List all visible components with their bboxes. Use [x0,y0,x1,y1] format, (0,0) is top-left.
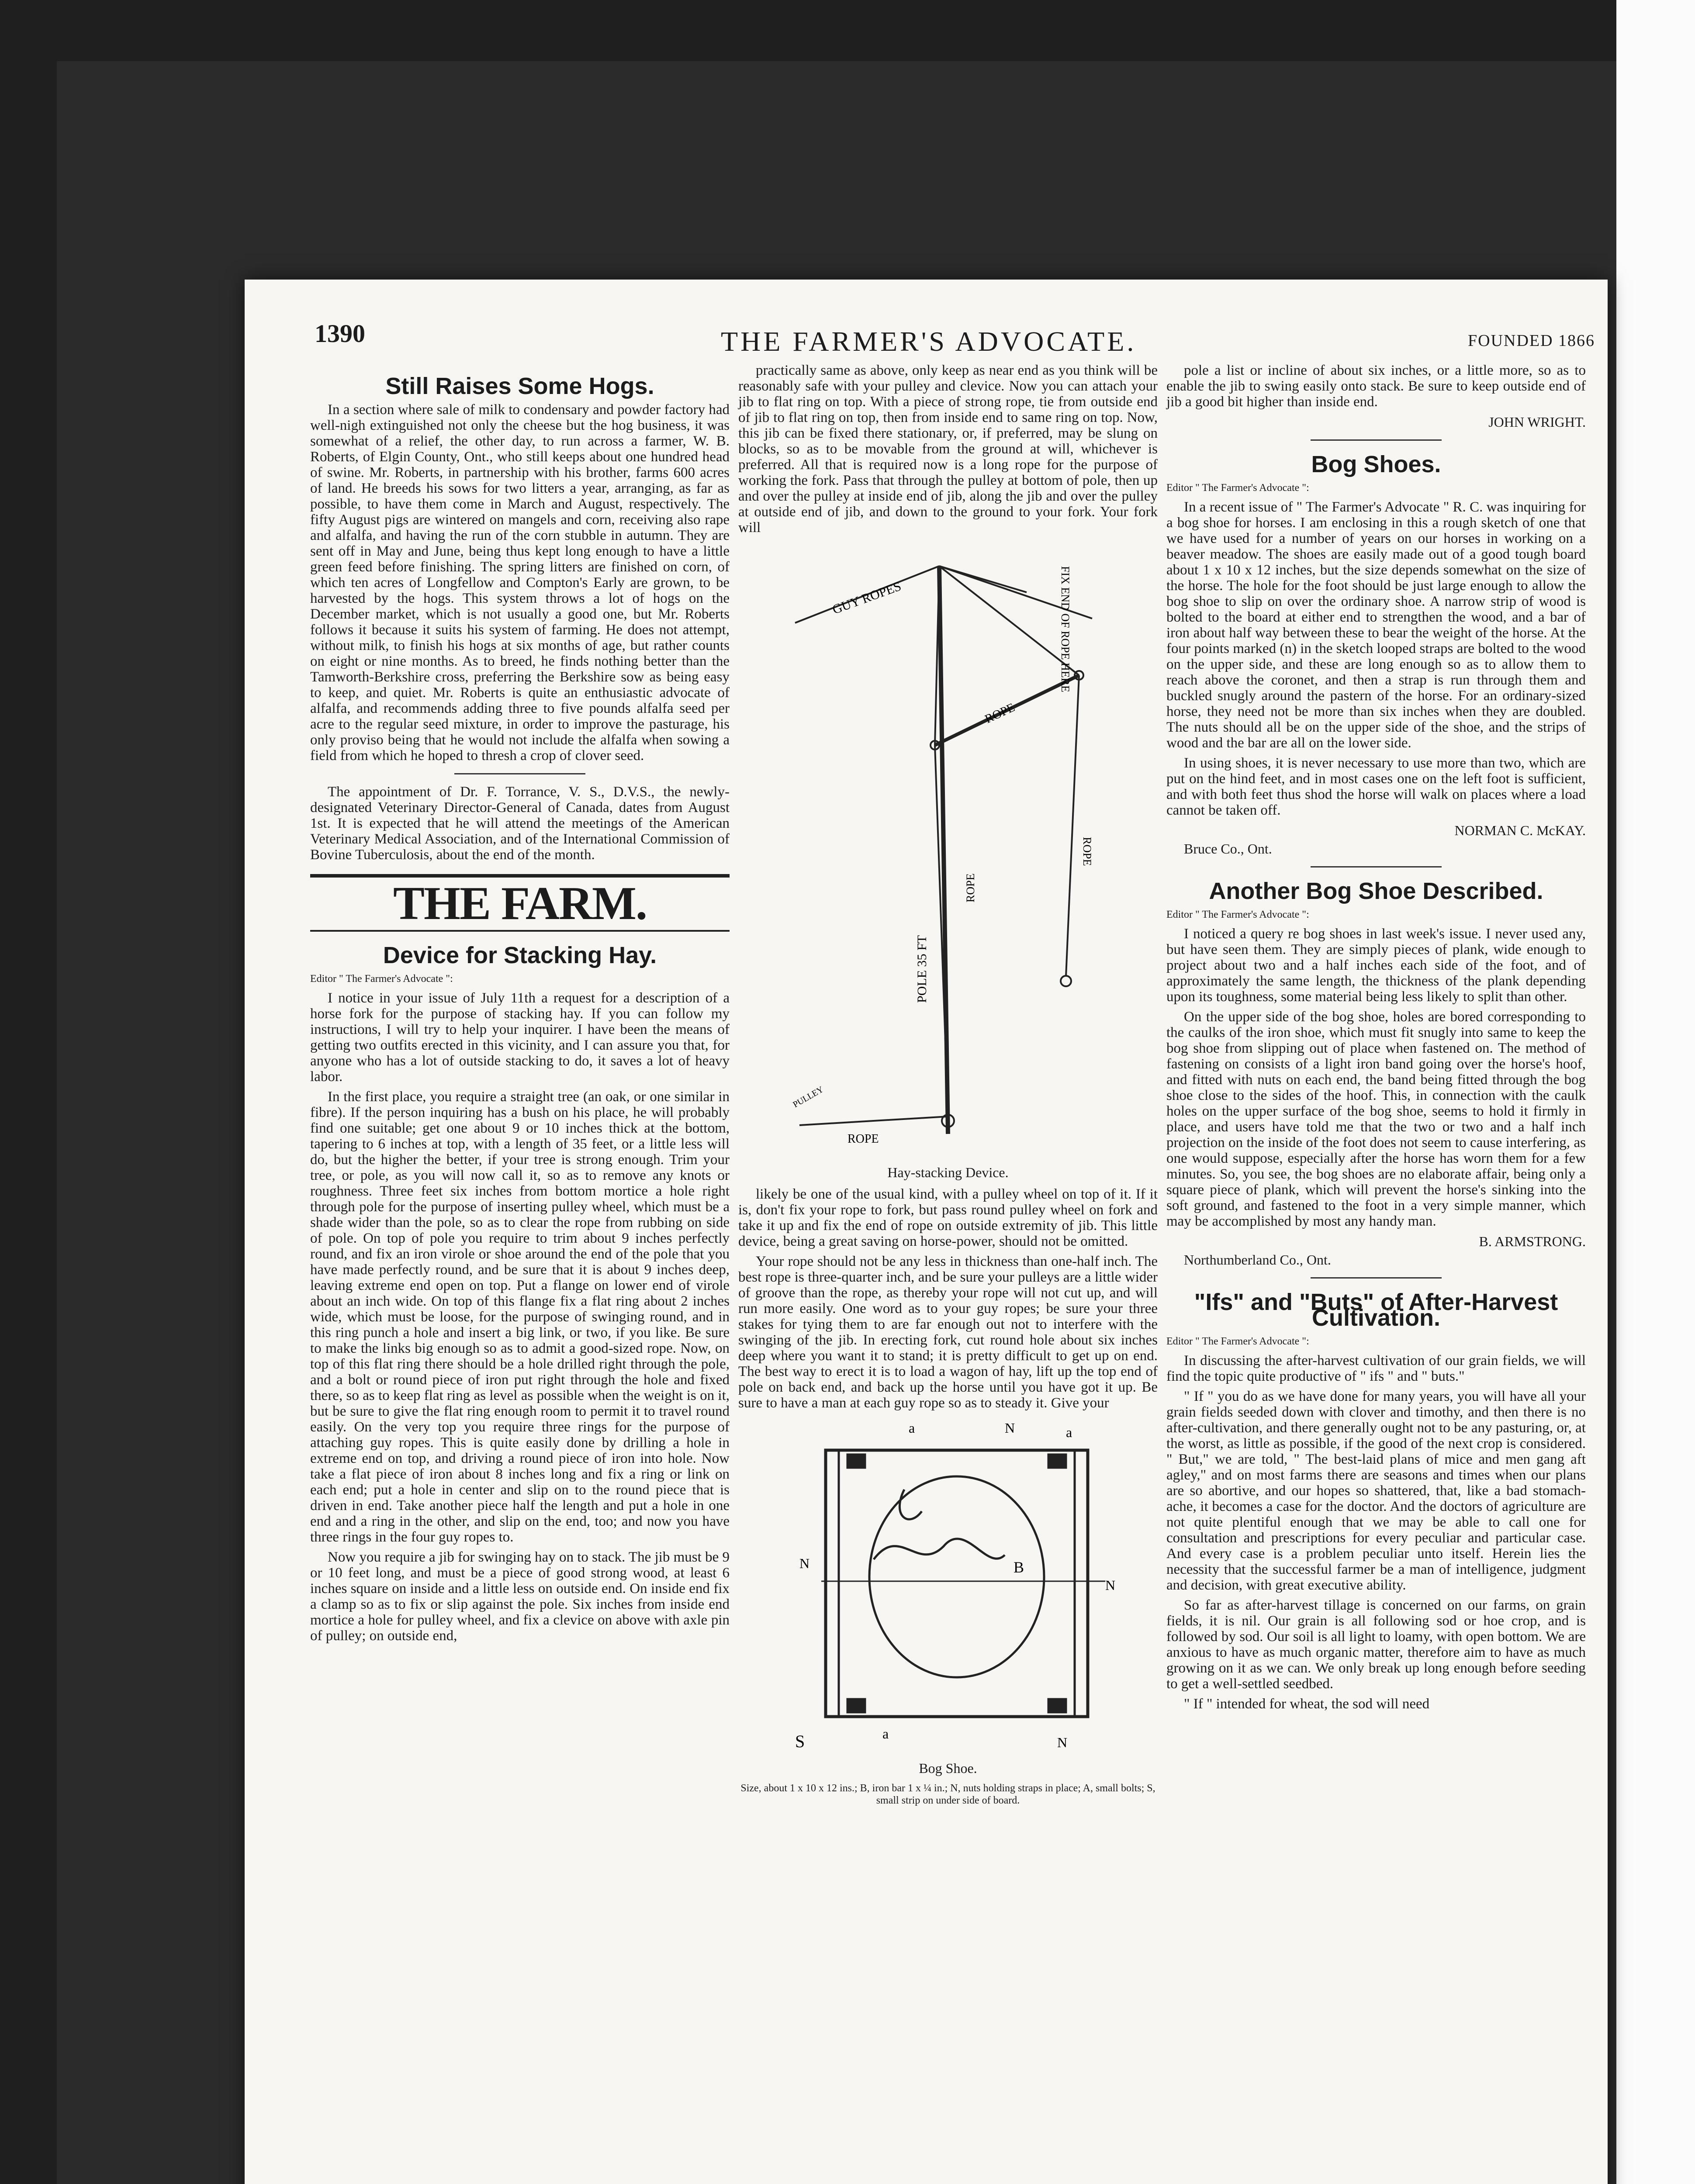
column-2 [738,363,1158,1811]
divider [454,773,585,774]
hay-stacking-diagram [782,540,1114,1160]
bog-label-b: B [1014,1559,1024,1576]
stacking-p5: likely be one of the usual kind, with a pulley wheel on top of it. If it is, don't fix your rope to fork, but pass round pulley wheel on fork and take it up and fix the end of rope on outside extremity of jib. This little device, being a great saving on horse-power, should not be omitted. [738,1186,1158,1249]
bog-label-a1: a [909,1420,915,1436]
bog-label-n2: N [799,1555,810,1571]
label-rope-mid: ROPE [964,873,977,902]
label-rope-jib: ROPE [982,700,1017,726]
newspaper-page [245,280,1608,2184]
place-bruce: Bruce Co., Ont. [1184,841,1272,857]
ifs-p3: So far as after-harvest tillage is concerned on our farms, on grain fields, it is nil. Our grain is all following sod or hoe crop, and is followed by sod. Our soil is all light to loamy, with open bottom. We are anxious to have as much organic matter, therefore aim to have as much growing on it as we can. We only break up long enough before seeding to get a well-settled seedbed. [1166,1597,1586,1692]
hay-stacking-figure [738,540,1158,1160]
hay-figure-caption: Hay-stacking Device. [887,1165,1009,1180]
bog-label-n4: N [1057,1735,1068,1750]
heading-device-stacking-hay: Device for Stacking Hay. [383,942,657,968]
signature-wright: JOHN WRIGHT. [1488,414,1586,430]
editor-salutation: Editor " The Farmer's Advocate ": [1166,482,1309,494]
adjacent-page-strip [1616,0,1695,2184]
stacking-p4: practically same as above, only keep as near end as you think will be reasonably safe with your pulley and clevice. Now you can attach your jib to flat ring on top. With a piece of strong rope, tie from outside end of jib to flat ring on top, then from inside end to same ring on top. Now, this jib can be fixed there stationary, or, if preferred, may be slung on blocks, so as to be movable from the ground at will, whichever is preferred. All that is required now is a long rope for the purpose of working the fork. Pass that through the pulley at bottom of pole, then up and over the pulley at inside end of jib, along the jib and over the pulley at outside end of jib, and down to the ground to your fork. Your fork will [738,363,1158,536]
heading-still-raises-hogs: Still Raises Some Hogs. [385,373,654,399]
label-pole: POLE 35 FT [915,935,929,1003]
ifs-p4: " If " intended for wheat, the sod will need [1184,1696,1430,1712]
stacking-p1: I notice in your issue of July 11th a request for a description of a horse fork for the purpose of stacking hay. If you can follow my instructions, I will try to help your inquirer. I have been the means of getting two outfits erected in this vicinity, and I can assure you that, for anyone who has a lot of outside stacking to do, it saves a lot of heavy labor. [310,990,730,1085]
label-rope-right: ROPE [1081,837,1093,866]
label-rope-bottom: ROPE [848,1132,879,1146]
founded-line: FOUNDED 1866 [1468,332,1595,350]
editor-salutation: Editor " The Farmer's Advocate ": [1166,1336,1309,1347]
bog-shoe-figure [738,1415,1158,1756]
label-guy-ropes: GUY ROPES [830,579,903,617]
place-northumberland: Northumberland Co., Ont. [1184,1252,1331,1268]
stacking-p2: In the first place, you require a straight tree (an oak, or one similar in fibre). If the person inquiring has a bush on his place, he will probably find one suitable; get one about 9 or 10 inches thick at the bottom, tapering to 6 inches at top, with a length of 35 feet, or a little less will do, but the higher the better, if your tree is strong enough. Trim your tree, or pole, as you will now call it, so as to remove any knots or roughness. Three feet six inches from bottom mortice a hole right through pole for the purpose of inserting pulley wheel, which must be a shade wider than the pole, so as to clear the rope from rubbing on side of pole. On top of pole you require to trim about 9 inches perfectly round, and fix an iron virole or shoe around the end of the pole that you have made perfectly round, and be sure that it is about 9 inches deep, leaving extreme end open on top. Put a flange on lower end of virole about an inch wide. On top of this flange fix a flat ring about 2 inches wide, which must be loose, for the purpose of swinging round, and in this ring punch a hole and insert a big link, or two, if you like. Be sure to make the links big enough so as to admit a good-sized rope. Now, on top of this flat ring there should be a hole drilled right through the pole, and a bolt or round piece of iron put right through the hole and fixed there, so as to keep flat ring as level as possible when the weight is on it, but be sure to give the flat ring enough room to permit it to travel round easily. On the very top you require three rings for the purpose of attaching guy ropes. This is quite easily done by drilling a hole in extreme end on top, and driving a round piece of iron into hole. Now take a flat piece of iron about 8 inches long and fix a ring or link on each end; put a hole in center and slip on to the round piece that is driven in end. Take another piece half the length and put a hole in one end and a ring in the other, and slip on the end, too; and now you have three rings in the four guy ropes to. [310,1089,730,1545]
bog-label-a3: a [882,1726,889,1742]
bog-p1: In a recent issue of " The Farmer's Advocate " R. C. was inquiring for a bog shoe for horses. I am enclosing in this a rough sketch of one that we have used for a number of years on our horses in working on a beaver meadow. The shoes are easily made out of a good tough board about 1 x 10 x 12 inches, but the size depends somewhat on the size of the horse. The hole for the foot should be just large enough to allow the bog shoe to slip on over the ordinary shoe. A narrow strip of wood is bolted to the board at either end to strengthen the wood, and a bar of iron about half way between these to bear the weight of the horse. At the four points marked (n) in the sketch looped straps are bolted to the wood on the upper side, and these are long enough so as to allow them to reach above the coronet, and then a strap is run through them and buckled snugly around the pastern of the horse. For an ordinary-sized horse, they need not be more than six inches when they are doubled. The nuts should all be on the upper side of the shoe, and the strips of wood and the bar are all on the lower side. [1166,499,1586,751]
editor-salutation: Editor " The Farmer's Advocate ": [1166,909,1309,920]
section-the-farm: THE FARM. [310,874,730,932]
masthead-title: THE FARMER'S ADVOCATE. [721,326,1137,357]
heading-bog-shoes: Bog Shoes. [1311,451,1441,477]
bog-label-n3: N [1105,1577,1116,1593]
label-pulley: PULLEY [791,1084,825,1110]
wright-ending: pole a list or incline of about six inches, or a little more, so as to enable the jib to swing easily onto stack. Be sure to keep outside end of jib a good bit higher than inside end. [1166,363,1586,410]
another-p1: I noticed a query re bog shoes in last week's issue. I never used any, but have seen them. They are simply pieces of plank, wide enough to project about two and a half inches each side of the foot, and of approximately the same length, the thickness of the plank depending upon its toughness, some material being less likely to split than other. [1166,926,1586,1005]
heading-ifs-and-buts: "Ifs" and "Buts" of After-Harvest Cultivation. [1194,1289,1558,1331]
another-p2: On the upper side of the bog shoe, holes are bored corresponding to the caulks of the iron shoe, which must fit snugly into same to keep the bog shoe from slipping out of place when fastened on. The method of fastening on consists of a light iron band going over the horse's hoof, and fitted with nuts on each end, the band being fitted through the bog shoe close to the sides of the hoof. This, in connection with the caulk holes on the upper surface of the bog shoe, seems to hold it firmly in place, and users have told me that the two or two and a half inch projection on the inside of the foot does not seem to cause interfering, as one would suppose, especially after the horse has worn them for a few minutes. So, you see, the bog shoes are no elaborate affair, being only a square piece of plank, which will prevent the horse's sinking into the soft ground, and fastened to the foot in a very simple manner, which may be accomplished by most any handy man. [1166,1009,1586,1229]
column-1 [310,363,730,1648]
stacking-p3: Now you require a jib for swinging hay on to stack. The jib must be 9 or 10 feet long, and must be a piece of good strong wood, at least 6 inches square on inside and a little less on outside end. On inside end fix a clamp so as to fix or slip against the pole. Six inches from inside end mortice a hole for pulley wheel, and fix a clevice on above with axle pin of pulley; on outside end, [310,1549,730,1644]
signature-armstrong: B. ARMSTRONG. [1479,1234,1586,1249]
signature-mckay: NORMAN C. McKAY. [1454,822,1586,838]
torrance-notice: The appointment of Dr. F. Torrance, V. S., D.V.S., the newly-designated Veterinary Director-General of Canada, dates from August 1st. It is expected that he will attend the meetings of the American Veterinary Medical Association, and of the International Commission of Bovine Tuberculosis, about the end of the month. [310,784,730,863]
bog-label-n1: N [1005,1420,1015,1436]
bog-label-a2: a [1066,1424,1072,1440]
ifs-p2: " If " you do as we have done for many years, you will have all your grain fields seeded down with clover and timothy, and then there is no after-cultivation, and there generally ought not to be any pasturing, or, at the worst, as little as possible, if the good of the next crop is considered. " But," we are told, " The best-laid plans of mice and men gang aft agley," and on most farms there are seasons and times when our plans are so abortive, and our hopes so shattered, that, like a bad stomach-ache, it becomes a case for the doctor. And the doctors of agriculture are not quite plentiful enough that we may be able to call one for consultation and prescriptions for every peculiar and particular case. And every case is a problem peculiar unto itself. Herein lies the necessity that the successful farmer be a man of intelligence, judgment and decision, with great executive ability. [1166,1389,1586,1593]
ifs-p1: In discussing the after-harvest cultivation of our grain fields, we will find the topic quite productive of " ifs " and " buts." [1166,1353,1586,1384]
column-3 [1166,363,1586,1716]
bog-shoe-details: Size, about 1 x 10 x 12 ins.; B, iron bar 1 x ¼ in.; N, nuts holding straps in place; A, small bolts; S, small strip on under side of board. [740,1783,1155,1806]
bog-shoe-diagram [760,1415,1136,1756]
label-fix-end: FIX END OF ROPE HERE [1059,566,1072,692]
heading-another-bog-shoe: Another Bog Shoe Described. [1209,878,1543,904]
bog-shoe-caption: Bog Shoe. [919,1760,977,1776]
bog-label-s: S [795,1731,805,1751]
editor-salutation: Editor " The Farmer's Advocate ": [310,973,453,985]
stacking-p6: Your rope should not be any less in thickness than one-half inch. The best rope is three-quarter inch, and be sure your pulleys are a little wider of groove than the rope, as thereby your rope will not cut up, and will run more easily. One word as to your guy ropes; be sure your three stakes for tying them to are far enough out not to interfere with the swinging of the jib. In erecting fork, cut round hole about six inches deep where you want it to stand; it is pretty difficult to get up on end. The best way to erect it is to load a wagon of hay, lift up the top end of pole on back end, and back up the horse until you have got it up. Be sure to have a man at each guy rope so as to steady it. Give your [738,1254,1158,1411]
divider [1311,439,1442,441]
divider [1311,1277,1442,1279]
bog-p2: In using shoes, it is never necessary to use more than two, which are put on the hind feet, and in most cases one on the left foot is sufficient, and with both feet thus shod the horse will walk on places where a load cannot be taken off. [1166,755,1586,818]
divider [1311,866,1442,867]
hogs-body: In a section where sale of milk to condensary and powder factory had well-nigh extinguished not only the cheese but the hog business, it was somewhat of a relief, the other day, to run across a farmer, W. B. Roberts, of Elgin County, Ont., who still keeps about one hundred head of swine. Mr. Roberts, in partnership with his brother, farms 600 acres of land. He breeds his sows for two litters a year, arranging, as far as possible, to have them come in March and August, respectively. The fifty August pigs are wintered on mangels and corn, receiving also rape and alfalfa, and having the run of the corn stubble in autumn. They are sent off in May and June, being thus kept long enough to have a little green feed before finishing. The spring litters are finished on corn, of which ten acres of Longfellow and Compton's Early are grown, to be harvested by the hogs. This system throws a lot of hogs on the December market, which is not usually a good one, but Mr. Roberts follows it because it suits his system of farming. He does not attempt, without milk, to finish his hogs at six months of age, but rather counts on eight or nine months. As to breed, he finds nothing better than the Tamworth-Berkshire cross, preferring the Berkshire sow as being easy to keep, and quiet. Mr. Roberts is quite an enthusiastic advocate of alfalfa, and recommends adding three to five pounds alfalfa seed per acre to the regular seed mixture, in order to improve the pasturage, his only proviso being that he would not include the alfalfa when sowing a field from which he hoped to thresh a crop of clover seed. [310,402,730,764]
page-number: 1390 [315,319,365,348]
